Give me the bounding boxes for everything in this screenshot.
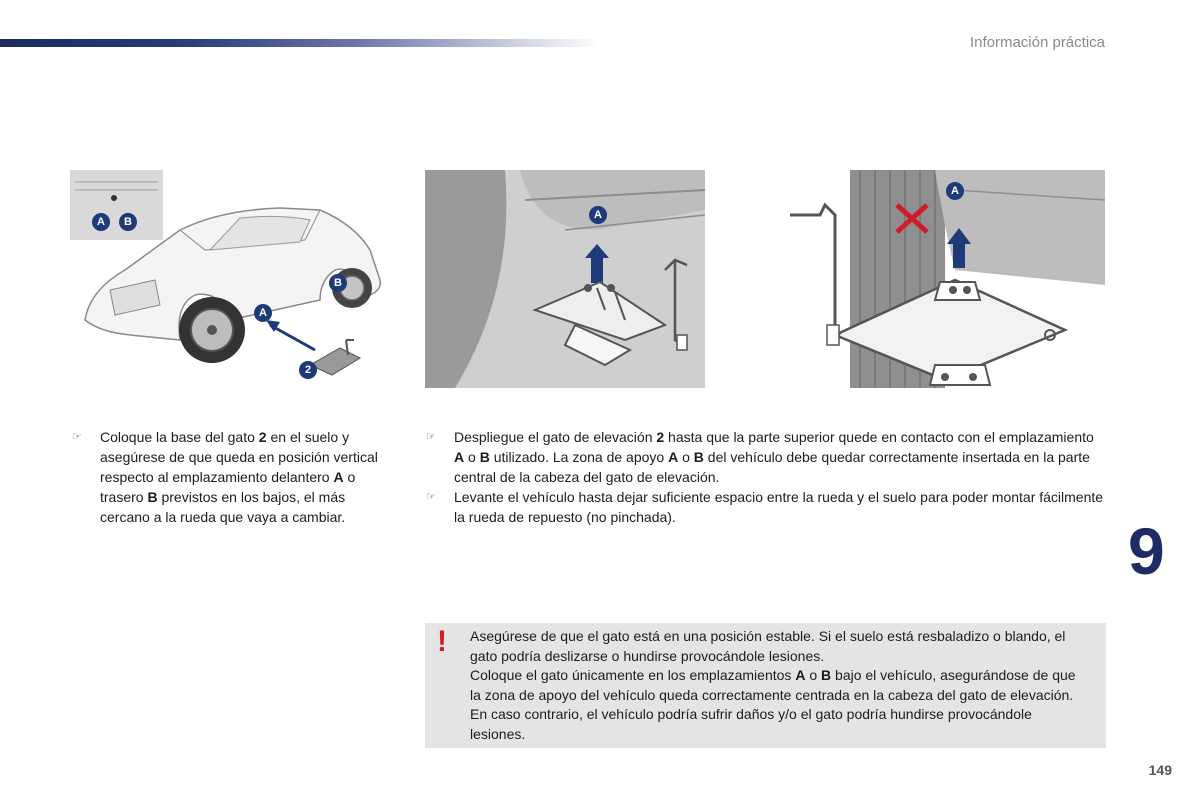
warning-exclamation-icon: !: [437, 625, 447, 658]
warning-box: [425, 623, 1106, 748]
warning-paragraph-1: Asegúrese de que el gato está en una posición estable. Si el suelo está resbaladizo o blando, el gato podría deslizarse o hundirse provocándole lesiones.: [470, 628, 1066, 664]
pointing-hand-icon: ☞: [426, 491, 436, 503]
right-bullet-2: ☞ Levante el vehículo hasta dejar suficiente espacio entre la rueda y el suelo para poder montar fácilmente la rueda de repuesto (no pinchada).: [426, 489, 1104, 525]
warning-paragraph-2: Coloque el gato únicamente en los emplazamientos A o B bajo el vehículo, asegurándose de que la zona de apoyo del vehículo queda correctamente centrada en la cabeza del gato de elevación. En caso contrario, el vehículo podría sufrir daños y/o el gato podría hundirse provocándole lesiones.: [470, 667, 1076, 742]
section-title: Información práctica: [969, 34, 1105, 51]
marker-a-car: A: [254, 304, 272, 322]
left-bullet-1: ☞ Coloque la base del gato 2 en el suelo y asegúrese de que queda en posición vertical respecto al emplazamiento delantero A o trasero B previstos en los bajos, el más cercano a la rueda que vaya a cambiar.: [72, 429, 378, 525]
marker-jack: 2: [299, 361, 317, 379]
chapter-number: 9: [1128, 514, 1165, 588]
right-column: [426, 427, 1106, 527]
underbody-inset: [70, 170, 163, 240]
jack-front-illustration: [425, 170, 705, 388]
right-bullet-1: ☞ Despliegue el gato de elevación 2 hasta que la parte superior quede en contacto con el emplazamiento A o B utilizado. La zona de apoyo A o B del vehículo debe quedar correctamente insertada en la parte central de la cabeza del gato de elevación.: [426, 429, 1094, 485]
pointing-hand-icon: ☞: [72, 431, 82, 443]
marker-b-inset: B: [119, 213, 137, 231]
left-column: [72, 427, 392, 527]
page-number: 149: [1148, 762, 1172, 778]
marker-b-car: B: [329, 274, 347, 292]
warning-text: [470, 627, 1086, 744]
marker-a-inset: A: [92, 213, 110, 231]
header-gradient-bar: [0, 39, 600, 47]
pointing-hand-icon: ☞: [426, 431, 436, 443]
jack-side-illustration: [785, 170, 1105, 388]
marker-a-side: A: [946, 182, 964, 200]
marker-a-front: A: [589, 206, 607, 224]
car-jack-overview-illustration: [70, 170, 400, 385]
